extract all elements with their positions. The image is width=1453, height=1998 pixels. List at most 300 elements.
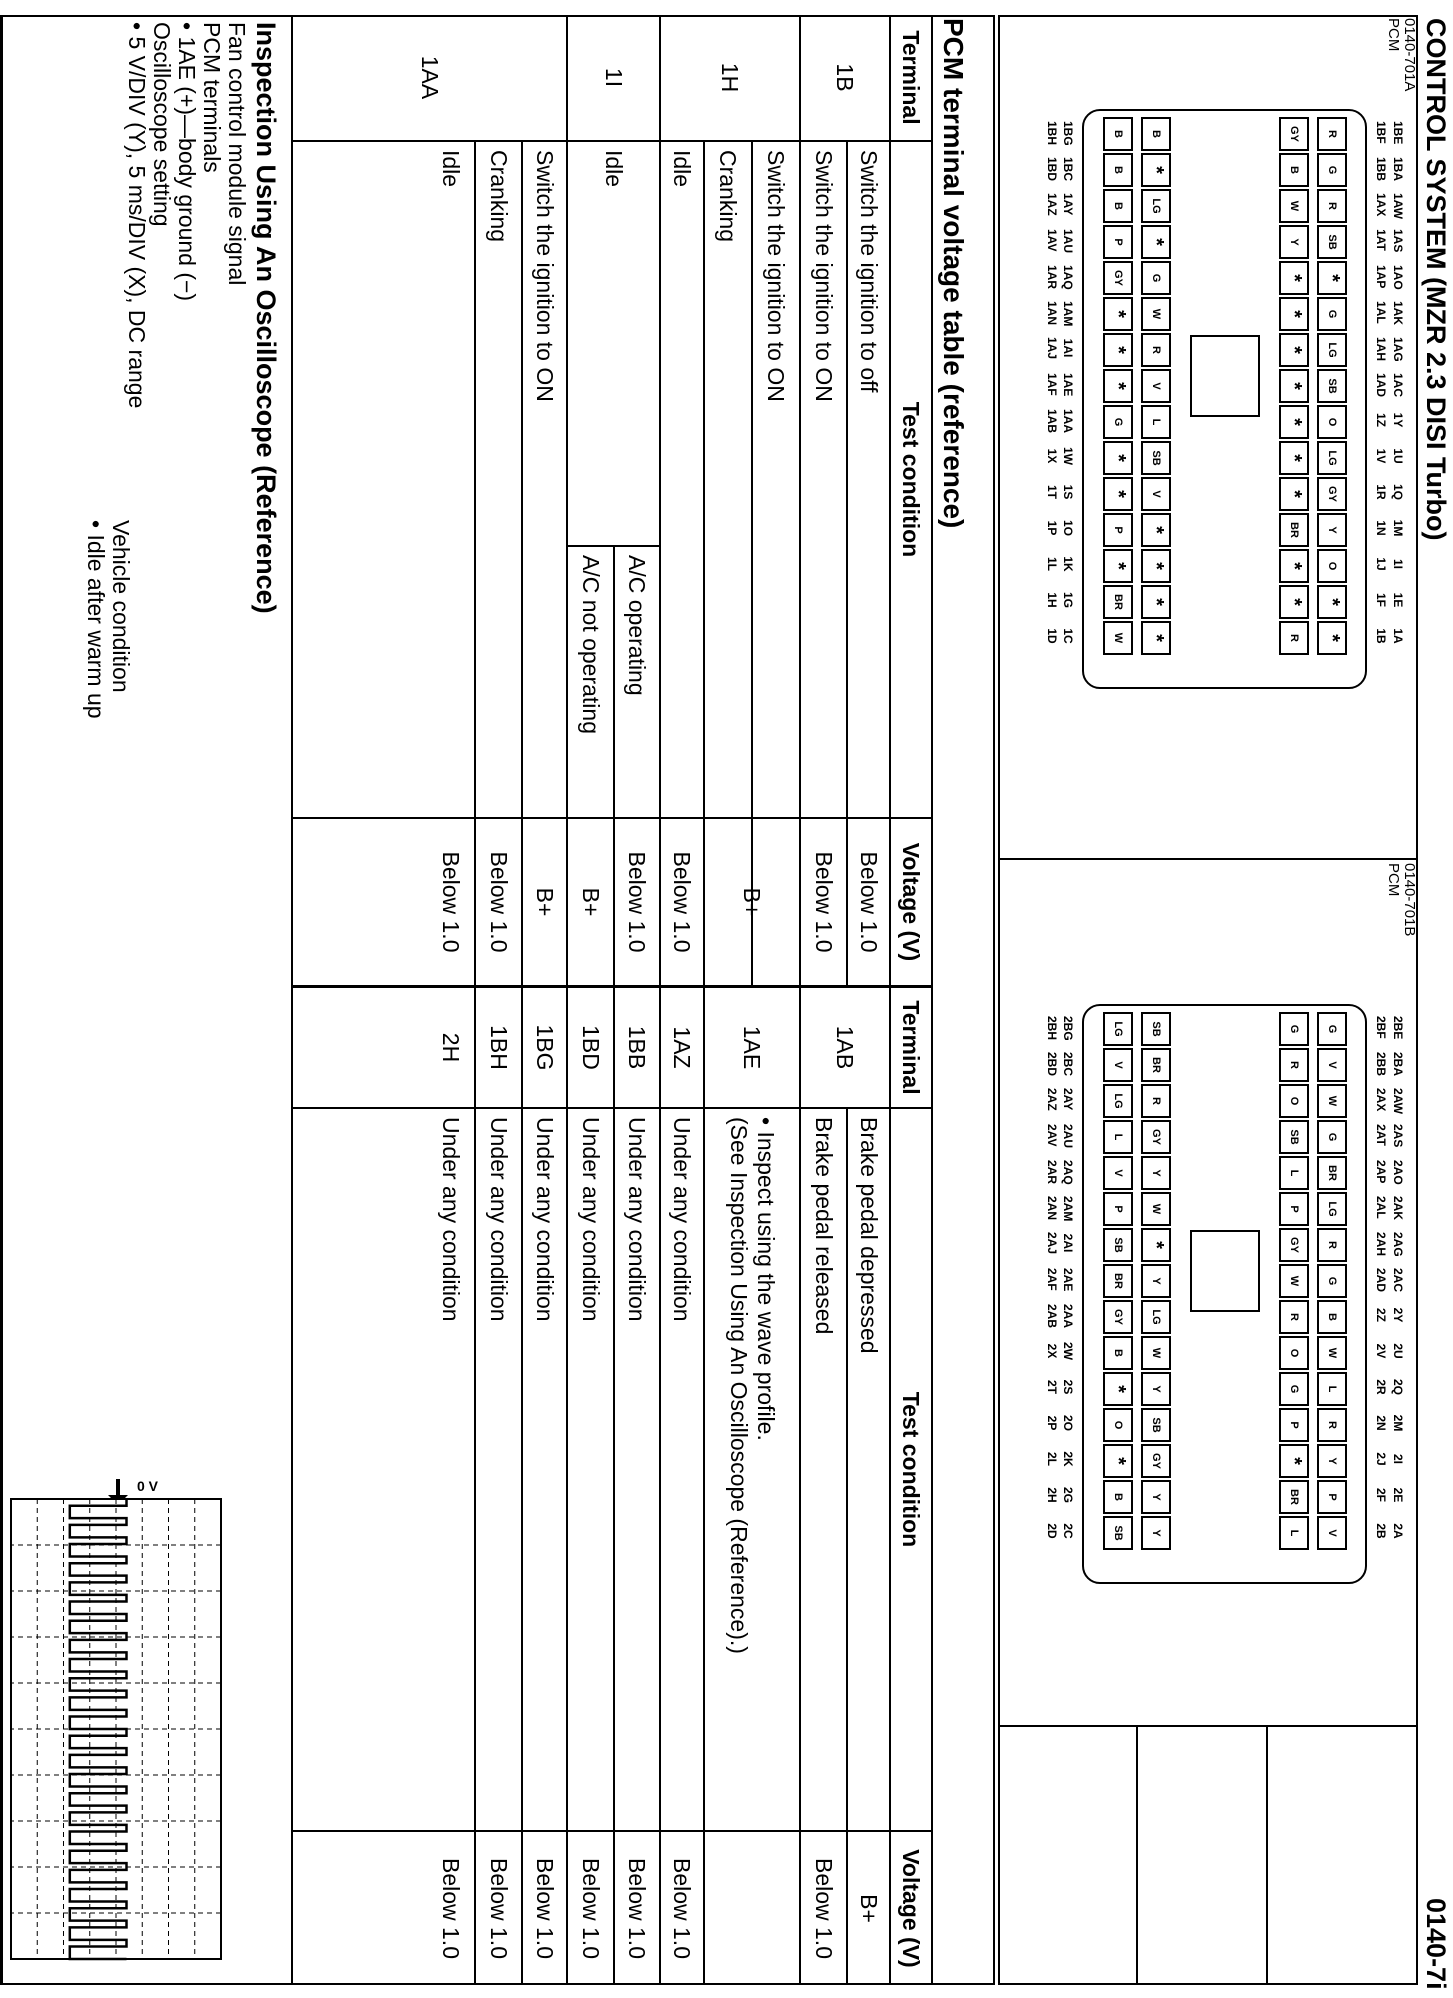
header-condition-right: Test condition xyxy=(898,1391,925,1548)
connector-a-pin-label: 1D xyxy=(1045,628,1059,644)
header-terminal-left: Terminal xyxy=(898,30,925,125)
connector-a-pin-label: 1V xyxy=(1374,448,1388,464)
connector-a-cavity: * xyxy=(1279,441,1309,475)
connector-b-cavity: G xyxy=(1279,1012,1309,1046)
connector-b-pin-label: 2AX xyxy=(1374,1088,1388,1112)
condition-1BB: Under any condition xyxy=(624,1117,651,1322)
connector-b-cavity: G xyxy=(1317,1264,1347,1298)
header-terminal-right: Terminal xyxy=(898,1000,925,1095)
connector-b-pin-label: 2BD xyxy=(1045,1052,1059,1077)
connector-a-pin-label: 1N xyxy=(1374,520,1388,536)
connector-b-cavity: B xyxy=(1103,1480,1133,1514)
connector-b-pin-label: 2AH xyxy=(1374,1232,1388,1257)
connector-b-pin-label: 2BA xyxy=(1391,1052,1405,1077)
connector-b-cavity: R xyxy=(1317,1228,1347,1262)
terminal-1BD: 1BD xyxy=(578,1025,604,1070)
connector-b-cavity: W xyxy=(1141,1192,1171,1226)
voltage-1B-on: Below 1.0 xyxy=(811,851,837,953)
terminal-1H: 1H xyxy=(717,62,744,93)
connector-a-cavity: * xyxy=(1279,549,1309,583)
connector-a-pin-label: 1AR xyxy=(1045,265,1059,290)
connector-b-pin-label: 2AY xyxy=(1061,1088,1075,1111)
connector-b-cavity: R xyxy=(1279,1048,1309,1082)
connector-a-cavity: GY xyxy=(1317,477,1347,511)
connector-a-cavity: B xyxy=(1103,153,1133,187)
connector-b-cavity: W xyxy=(1279,1264,1309,1298)
connector-b-pin-label: 2AW xyxy=(1391,1088,1405,1115)
connector-a-pin-label: 1BC xyxy=(1061,157,1075,182)
connector-a-cavity: V xyxy=(1141,369,1171,403)
connector-b-name: PCM xyxy=(1385,863,1402,897)
condition-1BD: Under any condition xyxy=(578,1117,604,1322)
connector-b-cavity: W xyxy=(1317,1084,1347,1118)
condition-1AE xyxy=(705,1109,799,1993)
connector-b-cavity: BR xyxy=(1141,1048,1171,1082)
connector-a-pin-label: 1O xyxy=(1061,519,1075,536)
inspection-signal: Fan control module signal xyxy=(224,22,250,286)
voltage-1AZ: Below 1.0 xyxy=(669,1857,696,1959)
connector-a-pin-label: 1T xyxy=(1045,484,1059,499)
connector-b-pin-label: 2AT xyxy=(1374,1124,1388,1146)
connector-b-code: 0140-701B xyxy=(1401,863,1418,937)
connector-a-pin-label: 1AU xyxy=(1061,229,1075,254)
connector-a-cavity: P xyxy=(1103,513,1133,547)
connector-b-cavity: SB xyxy=(1141,1408,1171,1442)
voltage-1H-on-crank: B+ xyxy=(739,887,766,917)
terminal-1I: 1I xyxy=(601,67,627,88)
connector-a-cavity: * xyxy=(1103,297,1133,331)
connector-a-pin-label: 1BD xyxy=(1045,157,1059,182)
connector-b-cavity: Y xyxy=(1141,1372,1171,1406)
connector-a-pin-label: 1BE xyxy=(1391,121,1405,145)
oscilloscope-waveform xyxy=(8,1495,223,1965)
connector-b-cavity: BR xyxy=(1103,1264,1133,1298)
connector-b-cavity: BR xyxy=(1317,1156,1347,1190)
connector-a-cavity: L xyxy=(1141,405,1171,439)
connector-a-pin-label: 1P xyxy=(1045,520,1059,536)
connector-a-pin-label: 1BF xyxy=(1374,121,1388,144)
connector-b-pin-label: 2AL xyxy=(1374,1196,1388,1219)
voltage-1AA-crank: Below 1.0 xyxy=(486,851,512,953)
connector-a-cavity: * xyxy=(1279,261,1309,295)
connector-a-pin-label: 1BG xyxy=(1061,121,1075,146)
connector-a-pin-label: 1AC xyxy=(1391,373,1405,398)
connector-b-cavity: G xyxy=(1279,1372,1309,1406)
connector-a-cavity: * xyxy=(1103,549,1133,583)
connector-a-pin-label: 1Q xyxy=(1391,483,1405,500)
connector-a-pin-label: 1H xyxy=(1045,592,1059,608)
connector-b-cavity: SB xyxy=(1279,1120,1309,1154)
connector-a-pin-label: 1AM xyxy=(1061,301,1075,327)
connector-a-pin-label: 1L xyxy=(1045,556,1059,571)
connector-a-cavity: B xyxy=(1103,117,1133,151)
connector-a-cavity: LG xyxy=(1141,189,1171,223)
connector-a-cavity: G xyxy=(1317,297,1347,331)
inspection-scope-setting: • 5 V/DIV (Y), 5 ms/DIV (X), DC range xyxy=(124,22,150,409)
connector-a-pin-label: 1AH xyxy=(1374,337,1388,362)
connector-a-cavity: * xyxy=(1141,513,1171,547)
connector-b-cavity: V xyxy=(1317,1048,1347,1082)
connector-a-pin-label: 1AZ xyxy=(1045,193,1059,216)
connector-a-cavity: * xyxy=(1317,621,1347,655)
connector-b-cavity: G xyxy=(1317,1120,1347,1154)
connector-a-cavity: * xyxy=(1317,585,1347,619)
connector-b-pin-label: 2I xyxy=(1391,1453,1405,1464)
connector-a-pin-label: 1E xyxy=(1391,592,1405,608)
page-title: CONTROL SYSTEM (MZR 2.3 DISI Turbo) xyxy=(1421,18,1451,541)
connector-b-pin-label: 2AP xyxy=(1374,1160,1388,1184)
connector-a-pin-label: 1S xyxy=(1061,484,1075,500)
connector-b-pin-label: 2AU xyxy=(1061,1124,1075,1149)
connector-a-cavity: * xyxy=(1141,225,1171,259)
connector-a-cavity: R xyxy=(1317,189,1347,223)
connector-b-cavity: P xyxy=(1317,1480,1347,1514)
connector-a-cavity: * xyxy=(1103,477,1133,511)
condition-1B-off: Switch the ignition to off xyxy=(856,150,882,393)
connector-b-pin-label: 2Q xyxy=(1391,1378,1405,1395)
connector-b-cavity: Y xyxy=(1141,1156,1171,1190)
condition-2H: Under any condition xyxy=(438,1117,464,1322)
connector-a-cavity: B xyxy=(1141,117,1171,151)
connector-b-cavity: P xyxy=(1279,1408,1309,1442)
connector-b-pin-label: 2AD xyxy=(1374,1268,1388,1293)
connector-a-cavity: R xyxy=(1279,621,1309,655)
connector-b-cavity: R xyxy=(1317,1408,1347,1442)
connector-a-pin-label: 1AY xyxy=(1061,193,1075,216)
connector-b-pin-label: 2AO xyxy=(1391,1160,1405,1185)
connector-a-cavity: * xyxy=(1279,369,1309,403)
connector-b-pin-label: 2AV xyxy=(1045,1124,1059,1147)
connector-b-pin-label: 2D xyxy=(1045,1523,1059,1539)
connector-b-cavity: LG xyxy=(1103,1084,1133,1118)
inspection-title: Inspection Using An Oscilloscope (Reference) xyxy=(251,22,281,614)
terminal-1B: 1B xyxy=(832,63,859,92)
connector-a-pin-label: 1B xyxy=(1374,628,1388,644)
connector-b-cavity: * xyxy=(1141,1228,1171,1262)
inspection-section xyxy=(124,22,283,962)
connector-b-pin-label: 2BC xyxy=(1061,1052,1075,1077)
connector-a-cavity: BR xyxy=(1279,513,1309,547)
connector-b-cavity: P xyxy=(1279,1192,1309,1226)
connector-a-cavity: * xyxy=(1279,333,1309,367)
connector-b-pin-label: 2N xyxy=(1374,1415,1388,1431)
connector-a-cavity: LG xyxy=(1317,441,1347,475)
vehicle-condition-label: Vehicle condition xyxy=(108,520,134,693)
connector-a-pin-label: 1BA xyxy=(1391,157,1405,182)
connector-a-pin-label: 1Z xyxy=(1374,412,1388,427)
condition-1B-on: Switch the ignition to ON xyxy=(811,150,837,402)
connector-b-cavity: Y xyxy=(1141,1480,1171,1514)
connector-b-pin-label: 2AI xyxy=(1061,1233,1075,1253)
connector-a-pin-label: 1AK xyxy=(1391,301,1405,326)
connector-b-pin-label: 2AZ xyxy=(1045,1088,1059,1111)
condition-1AB-depressed: Brake pedal depressed xyxy=(856,1117,882,1354)
connector-a-pin-label: 1AB xyxy=(1045,409,1059,434)
voltage-1AA-idle: Below 1.0 xyxy=(438,851,464,953)
connector-b-cavity: G xyxy=(1317,1012,1347,1046)
connector-a-cavity: G xyxy=(1141,261,1171,295)
connector-b-pin-label: 2AJ xyxy=(1045,1232,1059,1255)
connector-b-pin-label: 2Z xyxy=(1374,1307,1388,1322)
connector-b-pin-label: 2W xyxy=(1061,1342,1075,1360)
connector-b-cavity: L xyxy=(1279,1516,1309,1550)
connector-a-cavity: Y xyxy=(1317,513,1347,547)
connector-b-cavity: O xyxy=(1103,1408,1133,1442)
connector-b-cavity: BR xyxy=(1279,1480,1309,1514)
condition-1AA-idle: Idle xyxy=(438,150,464,188)
connector-b-pin-label: 2C xyxy=(1061,1523,1075,1539)
condition-1AB-released: Brake pedal released xyxy=(811,1117,837,1335)
condition-1AA-crank: Cranking xyxy=(486,150,512,243)
connector-b-pin-label: 2AM xyxy=(1061,1196,1075,1222)
connector-a-cavity: * xyxy=(1103,441,1133,475)
vehicle-condition xyxy=(83,520,133,719)
connector-b-pin-label: 2BH xyxy=(1045,1016,1059,1041)
connector-a-cavity: SB xyxy=(1317,225,1347,259)
terminal-1AA: 1AA xyxy=(417,55,443,100)
connector-a-pin-label: 1AQ xyxy=(1061,265,1075,290)
condition-1AZ: Under any condition xyxy=(669,1117,696,1322)
connector-a-cavity: G xyxy=(1317,153,1347,187)
connector-a-cavity: BR xyxy=(1103,585,1133,619)
connector-a-pin-label: 1G xyxy=(1061,591,1075,608)
connector-a-pin-label: 1BB xyxy=(1374,157,1388,182)
connector-b-cavity: O xyxy=(1279,1336,1309,1370)
connector-b-pin-label: 2P xyxy=(1045,1415,1059,1431)
connector-b-cavity: * xyxy=(1103,1372,1133,1406)
connector-a-cavity: * xyxy=(1279,405,1309,439)
condition-1AE-line1: • Inspect using the wave profile. xyxy=(753,1117,779,1441)
connector-b-cavity: SB xyxy=(1103,1516,1133,1550)
connector-a-pin-label: 1M xyxy=(1391,519,1405,537)
connector-a-cavity: GY xyxy=(1279,117,1309,151)
connector-b-cavity: L xyxy=(1103,1120,1133,1154)
connector-a-pin-label: 1W xyxy=(1061,447,1075,465)
condition-1BG: Under any condition xyxy=(532,1117,558,1322)
connector-a-pin-label: 1X xyxy=(1045,448,1059,464)
connector-a-pin-label: 1AI xyxy=(1061,338,1075,358)
connector-a-cavity: * xyxy=(1141,585,1171,619)
connector-a-cavity: V xyxy=(1141,477,1171,511)
condition-1I-ac-on: A/C operating xyxy=(624,555,651,696)
terminal-2H: 2H xyxy=(438,1032,464,1063)
connector-a-pin-label: 1AP xyxy=(1374,265,1388,289)
condition-1I-ac-off: A/C not operating xyxy=(578,555,604,735)
connector-a-cavity: G xyxy=(1103,405,1133,439)
connector-b-pin-label: 2BG xyxy=(1061,1016,1075,1041)
connector-b-cavity: W xyxy=(1141,1336,1171,1370)
table-title: PCM terminal voltage table (reference) xyxy=(938,18,969,529)
connector-a-cavity: SB xyxy=(1317,369,1347,403)
connector-b-cavity: GY xyxy=(1141,1444,1171,1478)
connector-b-pin-label: 2F xyxy=(1374,1487,1388,1502)
connector-a-cavity: Y xyxy=(1279,225,1309,259)
connector-b-pin-label: 2AB xyxy=(1045,1304,1059,1329)
page-number: 0140-7i xyxy=(1421,1898,1451,1990)
connector-a-cavity: R xyxy=(1317,117,1347,151)
voltage-1B-off: Below 1.0 xyxy=(856,851,882,953)
connector-a-pin-label: 1BH xyxy=(1045,121,1059,146)
connector-a-pin-label: 1AW xyxy=(1391,193,1405,220)
connector-a-pin-label: 1C xyxy=(1061,628,1075,644)
connector-a-cavity: * xyxy=(1279,297,1309,331)
connector-b-cavity: LG xyxy=(1141,1300,1171,1334)
connector-b-pin-label: 2R xyxy=(1374,1379,1388,1395)
connector-a-cavity: P xyxy=(1103,225,1133,259)
inspection-scope-label: Oscilloscope setting xyxy=(149,22,175,227)
connector-a-cavity: O xyxy=(1317,405,1347,439)
connector-b-cavity: V xyxy=(1103,1156,1133,1190)
connector-b-pin-label: 2Y xyxy=(1391,1307,1405,1323)
connector-a-cavity: * xyxy=(1141,549,1171,583)
connector-b-cavity: R xyxy=(1279,1300,1309,1334)
connector-b-cavity: GY xyxy=(1279,1228,1309,1262)
connector-b-pin-label: 2K xyxy=(1061,1451,1075,1467)
connector-b-cavity: GY xyxy=(1103,1300,1133,1334)
connector-b-pin-label: 2AQ xyxy=(1061,1160,1075,1185)
connector-b-cavity: B xyxy=(1103,1336,1133,1370)
connector-b-pin-label: 2M xyxy=(1391,1414,1405,1432)
connector-a-pin-label: 1AV xyxy=(1045,229,1059,252)
connector-a-pin-label: 1AX xyxy=(1374,193,1388,217)
connector-b-pin-label: 2AF xyxy=(1045,1268,1059,1291)
header-voltage-right: Voltage (V) xyxy=(898,1849,925,1968)
vehicle-condition-value: • Idle after warm up xyxy=(83,520,109,719)
connector-b-pin-label: 2U xyxy=(1391,1343,1405,1359)
connector-a-pin-label: 1A xyxy=(1391,628,1405,644)
connector-b-pin-label: 2BE xyxy=(1391,1016,1405,1040)
connector-b-cavity: Y xyxy=(1141,1516,1171,1550)
connector-a-pin-label: 1AL xyxy=(1374,301,1388,324)
connector-b-pin-label: 2J xyxy=(1374,1452,1388,1466)
connector-b-pin-label: 2AC xyxy=(1391,1268,1405,1293)
connector-a-pin-label: 1AE xyxy=(1061,373,1075,397)
connector-a-cavity: W xyxy=(1103,621,1133,655)
voltage-1AA-on: B+ xyxy=(532,887,558,917)
connector-b-cavity: O xyxy=(1279,1084,1309,1118)
connector-b-pin-label: 2S xyxy=(1061,1379,1075,1395)
connector-b-pin-label: 2AG xyxy=(1391,1232,1405,1257)
connector-a-cavity: * xyxy=(1279,585,1309,619)
connector-b-cavity: GY xyxy=(1141,1120,1171,1154)
connector-a-pin-label: 1AJ xyxy=(1045,337,1059,360)
connector-b-cavity: L xyxy=(1279,1156,1309,1190)
connector-a-cavity: LG xyxy=(1317,333,1347,367)
connector-a-cavity: R xyxy=(1141,333,1171,367)
connector-b-pin-label: 2AR xyxy=(1045,1160,1059,1185)
condition-1BH: Under any condition xyxy=(486,1117,512,1322)
connector-a-pin-label: 1R xyxy=(1374,484,1388,500)
zero-volt-label: 0 V xyxy=(137,1478,159,1494)
connector-b-pin-label: 2A xyxy=(1391,1523,1405,1539)
connector-b-pin-label: 2H xyxy=(1045,1487,1059,1503)
connector-a-cavity: SB xyxy=(1141,441,1171,475)
connector-a-pin-label: 1I xyxy=(1391,558,1405,569)
connector-b-pin-label: 2X xyxy=(1045,1343,1059,1359)
connector-b-cavity: P xyxy=(1103,1192,1133,1226)
connector-b-pin-label: 2L xyxy=(1045,1451,1059,1466)
connector-b-pin-label: 2BB xyxy=(1374,1052,1388,1077)
connector-a-cavity: * xyxy=(1141,153,1171,187)
connector-a-pin-label: 1AF xyxy=(1045,373,1059,396)
voltage-1BD: Below 1.0 xyxy=(578,1857,604,1959)
connector-b-pin-label: 2G xyxy=(1061,1486,1075,1503)
voltage-2H: Below 1.0 xyxy=(438,1857,464,1959)
condition-1H-on: Switch the ignition to ON xyxy=(763,150,790,402)
connector-a-pin-label: 1AO xyxy=(1391,265,1405,290)
condition-1H-idle: Idle xyxy=(669,150,696,188)
connector-a-cavity: W xyxy=(1141,297,1171,331)
connector-a-pin-label: 1AD xyxy=(1374,373,1388,398)
connector-b-cavity: V xyxy=(1317,1516,1347,1550)
connector-a-cavity: * xyxy=(1103,333,1133,367)
voltage-1H-idle: Below 1.0 xyxy=(669,851,696,953)
connector-a-cavity: W xyxy=(1279,189,1309,223)
terminal-1AB: 1AB xyxy=(832,1025,859,1070)
connector-b-pin-label: 2O xyxy=(1061,1414,1075,1431)
connector-b-cavity: * xyxy=(1279,1444,1309,1478)
connector-b-cavity: B xyxy=(1317,1300,1347,1334)
connector-a-pin-label: 1AT xyxy=(1374,229,1388,251)
connector-a-cavity: GY xyxy=(1103,261,1133,295)
connector-b-pin-label: 2AK xyxy=(1391,1196,1405,1221)
connector-b-pin-label: 2B xyxy=(1374,1523,1388,1539)
connector-a-cavity: B xyxy=(1279,153,1309,187)
header-voltage-left: Voltage (V) xyxy=(898,842,925,962)
connector-a-pin-label: 1K xyxy=(1061,556,1075,572)
voltage-1BG: Below 1.0 xyxy=(532,1857,558,1959)
voltage-1AB-depressed: B+ xyxy=(856,1894,882,1923)
connector-b-pin-label: 2AA xyxy=(1061,1304,1075,1329)
connector-a-name: PCM xyxy=(1385,18,1402,52)
terminal-1BG: 1BG xyxy=(532,1024,558,1071)
connector-b-cavity: R xyxy=(1141,1084,1171,1118)
connector-b-label xyxy=(1385,863,1417,936)
connector-b-cavity: LG xyxy=(1317,1192,1347,1226)
connector-b-cavity: Y xyxy=(1317,1444,1347,1478)
connector-a-pin-label: 1AA xyxy=(1061,409,1075,434)
connector-b-latch xyxy=(1190,1230,1260,1312)
connector-a-pin-label: 1AS xyxy=(1391,229,1405,253)
connector-a-pin-label: 1AG xyxy=(1391,337,1405,362)
voltage-1I-ac-on: Below 1.0 xyxy=(624,851,651,953)
connector-b-pin-label: 2V xyxy=(1374,1343,1388,1359)
connector-b-pin-label: 2T xyxy=(1045,1379,1059,1394)
connector-b-cavity: W xyxy=(1317,1336,1347,1370)
connector-b-pin-label: 2AS xyxy=(1391,1124,1405,1148)
inspection-terminals-label: PCM terminals xyxy=(199,22,225,173)
condition-1AE-line2: (See Inspection Using An Oscilloscope (Reference).) xyxy=(726,1117,752,1654)
connector-a-cavity: * xyxy=(1317,261,1347,295)
connector-b-pin-label: 2E xyxy=(1391,1487,1405,1503)
terminal-1BB: 1BB xyxy=(624,1025,651,1070)
connector-a-pin-label: 1Y xyxy=(1391,412,1405,428)
connector-b-cavity: Y xyxy=(1141,1264,1171,1298)
voltage-1AB-released: Below 1.0 xyxy=(811,1857,837,1959)
voltage-1I-ac-off: B+ xyxy=(578,887,604,917)
condition-1AA-on: Switch the ignition to ON xyxy=(532,150,558,402)
connector-b-pin-label: 2AE xyxy=(1061,1268,1075,1292)
connector-a-pin-label: 1F xyxy=(1374,592,1388,607)
connector-a-cavity: * xyxy=(1103,369,1133,403)
terminal-1AE: 1AE xyxy=(739,1025,766,1070)
connector-b-pin-label: 2BF xyxy=(1374,1016,1388,1039)
connector-a-cavity: * xyxy=(1279,477,1309,511)
connector-b-cavity: SB xyxy=(1141,1012,1171,1046)
terminal-1AZ: 1AZ xyxy=(669,1026,696,1069)
connector-b-cavity: L xyxy=(1317,1372,1347,1406)
connector-a-cavity: B xyxy=(1103,189,1133,223)
